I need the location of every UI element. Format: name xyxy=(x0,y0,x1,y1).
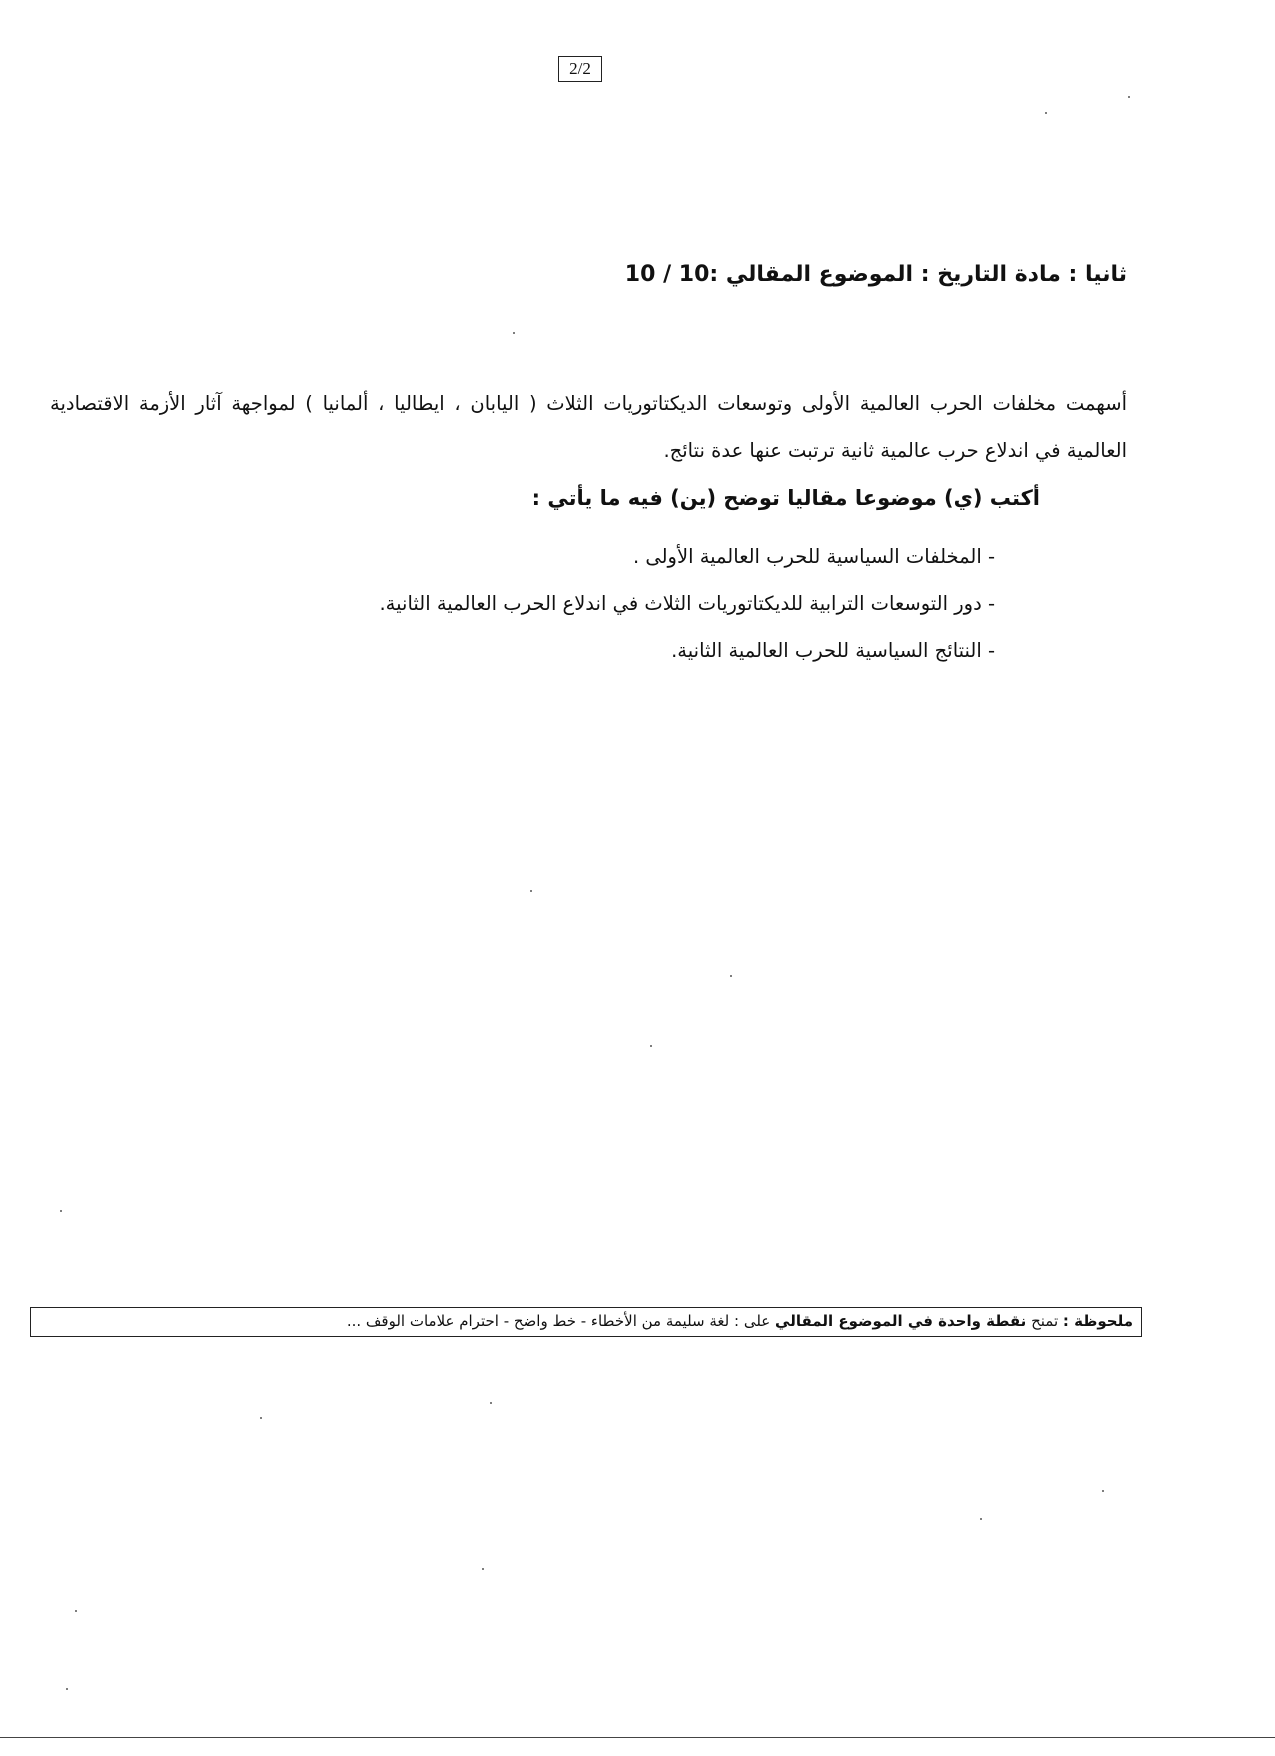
scan-speck xyxy=(75,1610,77,1612)
section-heading: ثانيا : مادة التاريخ : الموضوع المقالي :10 / 10 xyxy=(624,262,1127,287)
note-text-before: تمنح xyxy=(1031,1312,1059,1330)
scan-speck xyxy=(60,1210,62,1212)
note-box xyxy=(30,1307,1142,1337)
question-intro: أسهمت مخلفات الحرب العالمية الأولى وتوسعات الديكتاتوريات الثلاث ( اليابان ، ايطاليا ، ألمانيا ) لمواجهة آثار الأزمة الاقتصادية العالمية في اندلاع حرب عالمية ثانية ترتبت عنها عدة نتائج. xyxy=(50,392,1127,462)
scan-speck xyxy=(482,1568,484,1570)
scan-speck xyxy=(1128,96,1130,98)
scan-speck xyxy=(730,975,732,977)
scan-speck xyxy=(530,890,532,892)
question-item: - المخلفات السياسية للحرب العالمية الأولى . xyxy=(632,545,995,568)
note-label: ملحوظة : xyxy=(1062,1312,1133,1330)
question-item: - النتائج السياسية للحرب العالمية الثانية. xyxy=(671,639,995,662)
scan-speck xyxy=(1045,112,1047,114)
page-number: 2/2 xyxy=(558,56,602,82)
scan-speck xyxy=(490,1402,492,1404)
scan-speck xyxy=(650,1045,652,1047)
question-items-list xyxy=(379,533,995,674)
bottom-rule xyxy=(0,1737,1275,1738)
note-text-after: على : لغة سليمة من الأخطاء - خط واضح - احترام علامات الوقف ... xyxy=(346,1312,771,1330)
scan-speck xyxy=(980,1518,982,1520)
scan-speck xyxy=(66,1688,68,1690)
scan-speck xyxy=(513,332,515,334)
scan-speck xyxy=(260,1417,262,1419)
scan-speck xyxy=(1102,1490,1104,1492)
question-item: - دور التوسعات الترابية للديكتاتوريات الثلاث في اندلاع الحرب العالمية الثانية. xyxy=(379,592,995,615)
question-instruction: أكتب (ي) موضوعا مقاليا توضح (ين) فيه ما يأتي : xyxy=(531,486,1040,510)
note-bold-phrase: نقطة واحدة في الموضوع المقالي xyxy=(775,1312,1027,1330)
